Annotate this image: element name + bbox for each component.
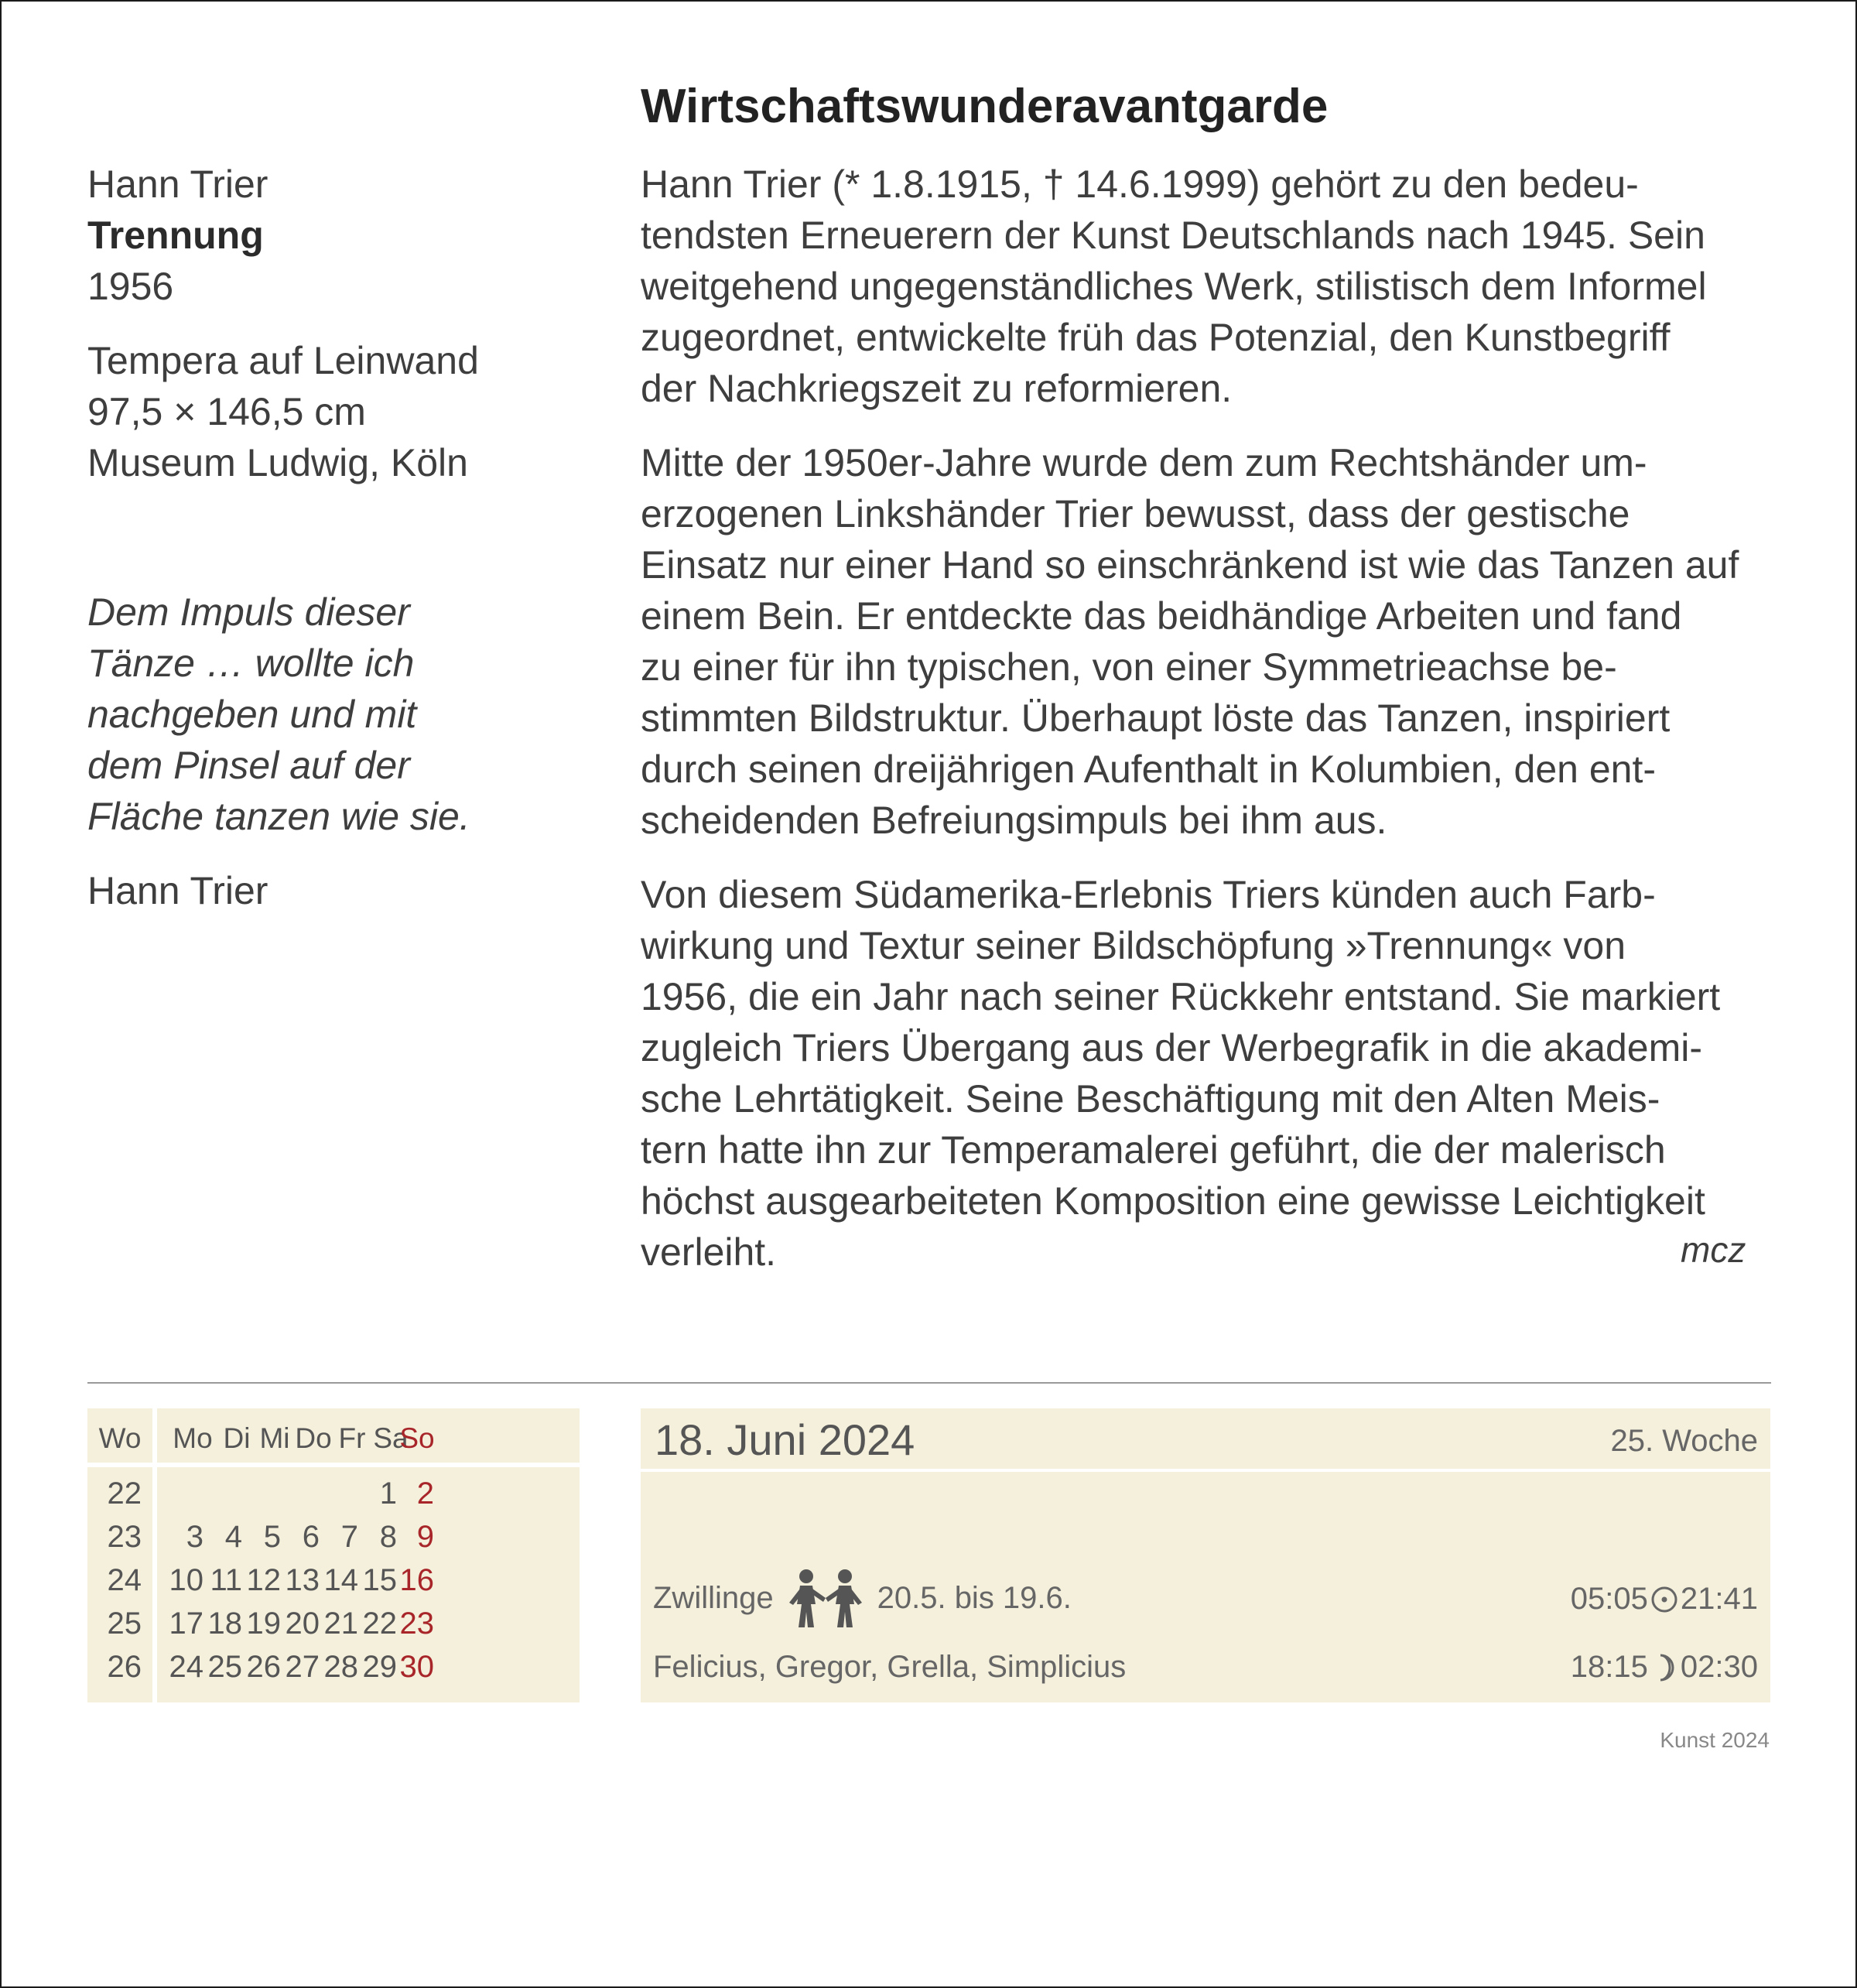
article-paragraph-2 <box>641 437 1770 846</box>
calendar-day: 30 <box>399 1650 434 1684</box>
calendar-day: 10 <box>169 1563 203 1597</box>
quote-line: dem Pinsel auf der <box>87 744 410 787</box>
calendar-day: 22 <box>362 1606 397 1641</box>
calendar-day: 2 <box>416 1476 434 1511</box>
author-signature: mcz <box>1681 1230 1746 1270</box>
quote-line: nachgeben und mit <box>87 693 417 736</box>
quote-line: Fläche tanzen wie sie. <box>87 795 470 838</box>
calendar-header-3: Mi <box>259 1422 290 1454</box>
calendar-header-1: Mo <box>173 1422 213 1454</box>
calendar-week-number: 24 <box>107 1563 142 1597</box>
article-line: tendsten Erneuerern der Kunst Deutschlands nach 1945. Sein <box>641 214 1705 257</box>
article-line: Mitte der 1950er-Jahre wurde dem zum Rechtshänder um- <box>641 441 1647 484</box>
footer-label: Kunst 2024 <box>1660 1728 1770 1752</box>
zodiac-range: 20.5. bis 19.6. <box>877 1580 1072 1615</box>
calendar-day: 16 <box>399 1563 434 1597</box>
article-line: der Nachkriegszeit zu reformieren. <box>641 367 1233 410</box>
article-line: verleiht. <box>641 1230 777 1274</box>
calendar-header-4: Do <box>295 1422 332 1454</box>
artwork-medium: Tempera auf Leinwand <box>87 339 479 382</box>
current-date: 18. Juni 2024 <box>655 1415 915 1464</box>
calendar-week-number: 26 <box>107 1650 142 1684</box>
article-line: einem Bein. Er entdeckte das beidhändige Arbeiten und fand <box>641 594 1682 638</box>
calendar-day: 1 <box>379 1476 397 1511</box>
calendar-day: 3 <box>186 1520 203 1554</box>
calendar-header-5: Fr <box>338 1422 366 1454</box>
calendar-day: 24 <box>169 1650 203 1684</box>
calendar-day: 21 <box>323 1606 358 1641</box>
article-line: wirkung und Textur seiner Bildschöpfung »Trennung« von <box>641 924 1626 967</box>
article-line: durch seinen dreijährigen Aufenthalt in Kolumbien, den ent- <box>641 748 1656 791</box>
calendar-day: 12 <box>246 1563 281 1597</box>
moon-times <box>1571 1650 1758 1685</box>
calendar-header-0: Wo <box>98 1422 142 1454</box>
zodiac-row <box>653 1567 1072 1629</box>
week-number: 25. Woche <box>1610 1424 1758 1458</box>
artwork-size: 97,5 × 146,5 cm <box>87 390 366 433</box>
calendar-day: 6 <box>302 1520 320 1554</box>
article-line: scheidenden Befreiungsimpuls bei ihm aus. <box>641 799 1387 842</box>
quote-line: Dem Impuls dieser <box>87 590 410 634</box>
calendar-day: 14 <box>323 1563 358 1597</box>
calendar-week-number: 23 <box>107 1520 142 1554</box>
calendar-day: 23 <box>399 1606 434 1641</box>
calendar-day: 17 <box>169 1606 203 1641</box>
quote-line: Tänze … wollte ich <box>87 642 415 685</box>
calendar-week-number: 25 <box>107 1606 142 1641</box>
moonset-time: 02:30 <box>1680 1650 1758 1684</box>
article-line: zugeordnet, entwickelte früh das Potenzial, den Kunstbegriff <box>641 316 1671 359</box>
calendar-day: 7 <box>340 1520 358 1554</box>
calendar-day: 11 <box>210 1563 242 1597</box>
calendar-day: 4 <box>224 1520 242 1554</box>
sunset-time: 21:41 <box>1680 1582 1758 1616</box>
calendar-header-6: Sa <box>373 1422 409 1454</box>
article-line: zu einer für ihn typischen, von einer Symmetrieachse be- <box>641 645 1617 689</box>
calendar-day: 19 <box>246 1606 281 1641</box>
sunrise-time: 05:05 <box>1570 1582 1648 1616</box>
artwork-artist: Hann Trier <box>87 163 268 206</box>
calendar-day: 20 <box>285 1606 320 1641</box>
sun-times <box>1571 1582 1758 1617</box>
calendar-day: 15 <box>362 1563 397 1597</box>
gemini-twins-icon <box>783 1567 868 1629</box>
artwork-info <box>87 159 552 488</box>
calendar-day: 18 <box>207 1606 242 1641</box>
article-line: erzogenen Linkshänder Trier bewusst, dass der gestische <box>641 492 1630 535</box>
article-line: Von diesem Südamerika-Erlebnis Triers künden auch Farb- <box>641 873 1656 916</box>
calendar-day: 25 <box>207 1650 242 1684</box>
article-paragraph-1 <box>641 159 1770 414</box>
divider <box>87 1382 1771 1384</box>
artwork-title: Trennung <box>87 214 264 257</box>
zodiac-name: Zwillinge <box>653 1580 774 1615</box>
article-line: weitgehend ungegenständliches Werk, stilistisch dem Informel <box>641 265 1707 308</box>
article-line: Hann Trier (* 1.8.1915, † 14.6.1999) gehört zu den bedeu- <box>641 163 1639 206</box>
headline: Wirtschaftswunderavantgarde <box>641 80 1329 133</box>
calendar-day: 9 <box>416 1520 434 1554</box>
calendar-day: 13 <box>285 1563 320 1597</box>
sun-icon <box>1650 1585 1679 1614</box>
calendar-day: 5 <box>263 1520 281 1554</box>
calendar-week-number: 22 <box>107 1476 142 1511</box>
calendar-day: 28 <box>323 1650 358 1684</box>
article-line: 1956, die ein Jahr nach seiner Rückkehr entstand. Sie markiert <box>641 975 1721 1018</box>
artwork-location: Museum Ludwig, Köln <box>87 441 468 484</box>
calendar-header-7: So <box>399 1422 435 1454</box>
name-days: Felicius, Gregor, Grella, Simplicius <box>653 1650 1127 1684</box>
artist-quote <box>87 587 552 916</box>
calendar-day: 26 <box>246 1650 281 1684</box>
calendar-day: 29 <box>362 1650 397 1684</box>
calendar-day: 27 <box>285 1650 320 1684</box>
day-panel <box>641 1408 1770 1702</box>
moon-icon <box>1650 1653 1679 1682</box>
article-line: stimmten Bildstruktur. Überhaupt löste das Tanzen, inspiriert <box>641 696 1671 740</box>
article-line: höchst ausgearbeiteten Komposition eine gewisse Leichtigkeit <box>641 1179 1705 1223</box>
article-line: zugleich Triers Übergang aus der Werbegrafik in die akademi- <box>641 1026 1702 1069</box>
article-body <box>641 159 1770 1278</box>
moonrise-time: 18:15 <box>1570 1650 1648 1684</box>
article-line: sche Lehrtätigkeit. Seine Beschäftigung mit den Alten Meis- <box>641 1077 1660 1121</box>
article-line: Einsatz nur einer Hand so einschränkend ist wie das Tanzen auf <box>641 543 1739 587</box>
article-paragraph-3 <box>641 869 1770 1278</box>
quote-author: Hann Trier <box>87 869 268 912</box>
calendar-day: 8 <box>379 1520 397 1554</box>
article-line: tern hatte ihn zur Temperamalerei geführt, die der malerisch <box>641 1128 1666 1172</box>
calendar-header-2: Di <box>223 1422 251 1454</box>
mini-month-calendar <box>87 1408 580 1702</box>
artwork-year: 1956 <box>87 265 174 308</box>
